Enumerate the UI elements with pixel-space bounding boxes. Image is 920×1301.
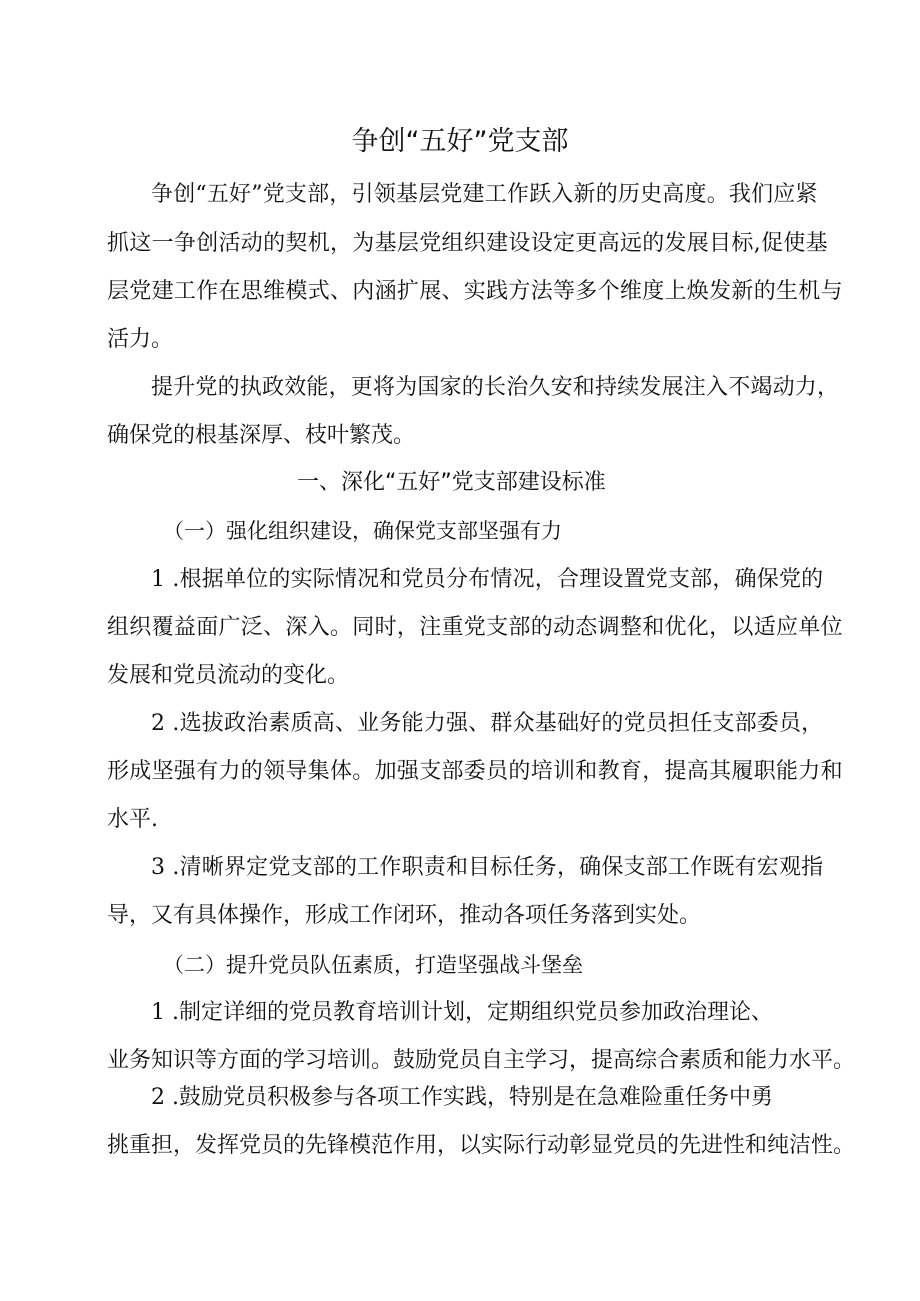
text-line: 业务知识等方面的学习培训。鼓励党员自主学习，提高综合素质和能力水平。 [107, 1048, 856, 1073]
text-line: 2 .鼓励党员积极参与各项工作实践，特别是在急难险重任务中勇 [151, 1085, 773, 1110]
document-title: 争创“五好”党支部 [351, 126, 569, 157]
text-line: 水平. [107, 807, 158, 832]
subsection-heading: （一）强化组织建设，确保党支部坚强有力 [163, 519, 562, 543]
text-line: 争创“五好”党支部，引领基层党建工作跃入新的历史高度。我们应紧 [151, 182, 818, 207]
text-line: 导，又有具体操作，形成工作闭环，推动各项任务落到实处。 [107, 903, 702, 928]
text-line: 1 .制定详细的党员教育培训计划，定期组织党员参加政治理论、 [151, 1000, 773, 1025]
text-line: 2 .选拔政治素质高、业务能力强、群众基础好的党员担任支部委员， [151, 711, 824, 736]
text-line: 发展和党员流动的变化。 [107, 663, 350, 688]
subsection-heading: （二）提升党员队伍素质，打造坚强战斗堡垒 [163, 953, 583, 977]
text-line: 活力。 [107, 327, 174, 352]
text-line: 组织覆益面广泛、深入。同时，注重党支部的动态调整和优化，以适应单位 [107, 615, 843, 640]
text-line: 确保党的根基深厚、枝叶繁茂。 [107, 423, 416, 448]
section-heading: 一、深化“五好”党支部建设标准 [297, 470, 606, 495]
text-line: 挑重担，发挥党员的先锋模范作用，以实际行动彰显党员的先进性和纯洁性。 [107, 1133, 856, 1158]
text-line: 抓这一争创活动的契机，为基层党组织建设设定更高远的发展目标,促使基 [107, 231, 828, 256]
text-line: 提升党的执政效能，更将为国家的长治久安和持续发展注入不竭动力， [151, 375, 840, 400]
text-line: 1 .根据单位的实际情况和党员分布情况，合理设置党支部，确保党的 [151, 567, 824, 592]
text-line: 层党建工作在思维模式、内涵扩展、实践方法等多个维度上焕发新的生机与 [107, 279, 843, 304]
text-line: 3 .清晰界定党支部的工作职责和目标任务，确保支部工作既有宏观指 [151, 855, 824, 880]
text-line: 形成坚强有力的领导集体。加强支部委员的培训和教育，提高其履职能力和 [107, 759, 843, 784]
